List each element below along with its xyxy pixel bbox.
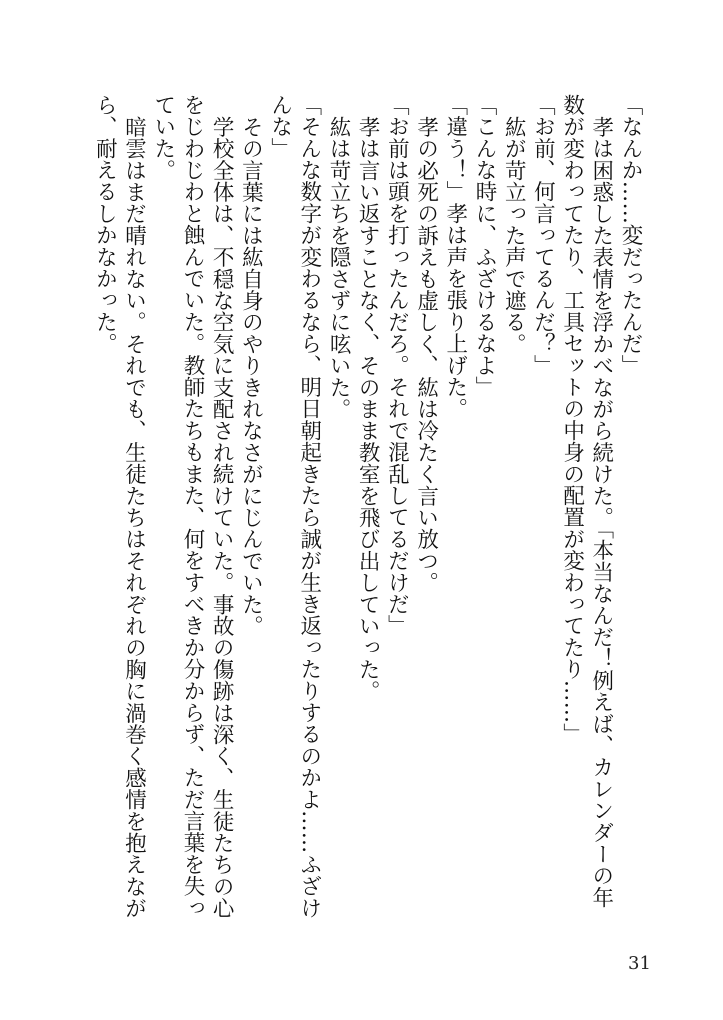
paragraph-13: 学校全体は、不穏な空気に支配され続けていた。事故の傷跡は深く、生徒たちの心をじわじわと蝕んでいた。教師たちもまた、何をすべきか分からず、ただ言葉を失っていた。 xyxy=(150,94,235,919)
paragraph-5: 「こんな時に、ふざけるなよ」 xyxy=(471,94,497,398)
paragraph-10: 紘は苛立ちを隠さずに呟いた。 xyxy=(325,115,351,420)
paragraph-11: 「そんな数字が変わるなら、明日朝起きたら誠が生き返ったりするのかよ……ふざけんな」 xyxy=(267,94,322,919)
vertical-text-block xyxy=(92,94,645,924)
paragraph-9: 孝は言い返すことなく、そのまま教室を飛び出していった。 xyxy=(355,115,381,702)
page-number: 31 xyxy=(628,953,651,974)
paragraph-8: 「お前は頭を打ったんだろ。それで混乱してるだけだ」 xyxy=(384,94,410,637)
paragraph-6: 「違う！」孝は声を張り上げた。 xyxy=(442,94,468,420)
paragraph-2: 孝は困惑した表情を浮かべながら続けた。「本当なんだ！例えば、カレンダーの年数が変わってたり、工具セットの中身の配置が変わってたり……」 xyxy=(559,94,614,908)
paragraph-3: 「お前、何言ってるんだ？」 xyxy=(530,94,556,377)
paragraph-7: 孝の必死の訴えも虚しく、紘は冷たく言い放つ。 xyxy=(413,115,439,593)
paragraph-4: 紘が苛立った声で遮る。 xyxy=(501,115,527,355)
paragraph-1: 「なんか……変だったんだ」 xyxy=(618,94,643,377)
paragraph-12: その言葉には紘自身のやりきれなさがにじんでいた。 xyxy=(238,115,264,637)
paragraph-14: 暗雲はまだ晴れない。それでも、生徒たちはそれぞれの胸に渦巻く感情を抱えながら、耐えるしかなかった。 xyxy=(92,94,147,919)
